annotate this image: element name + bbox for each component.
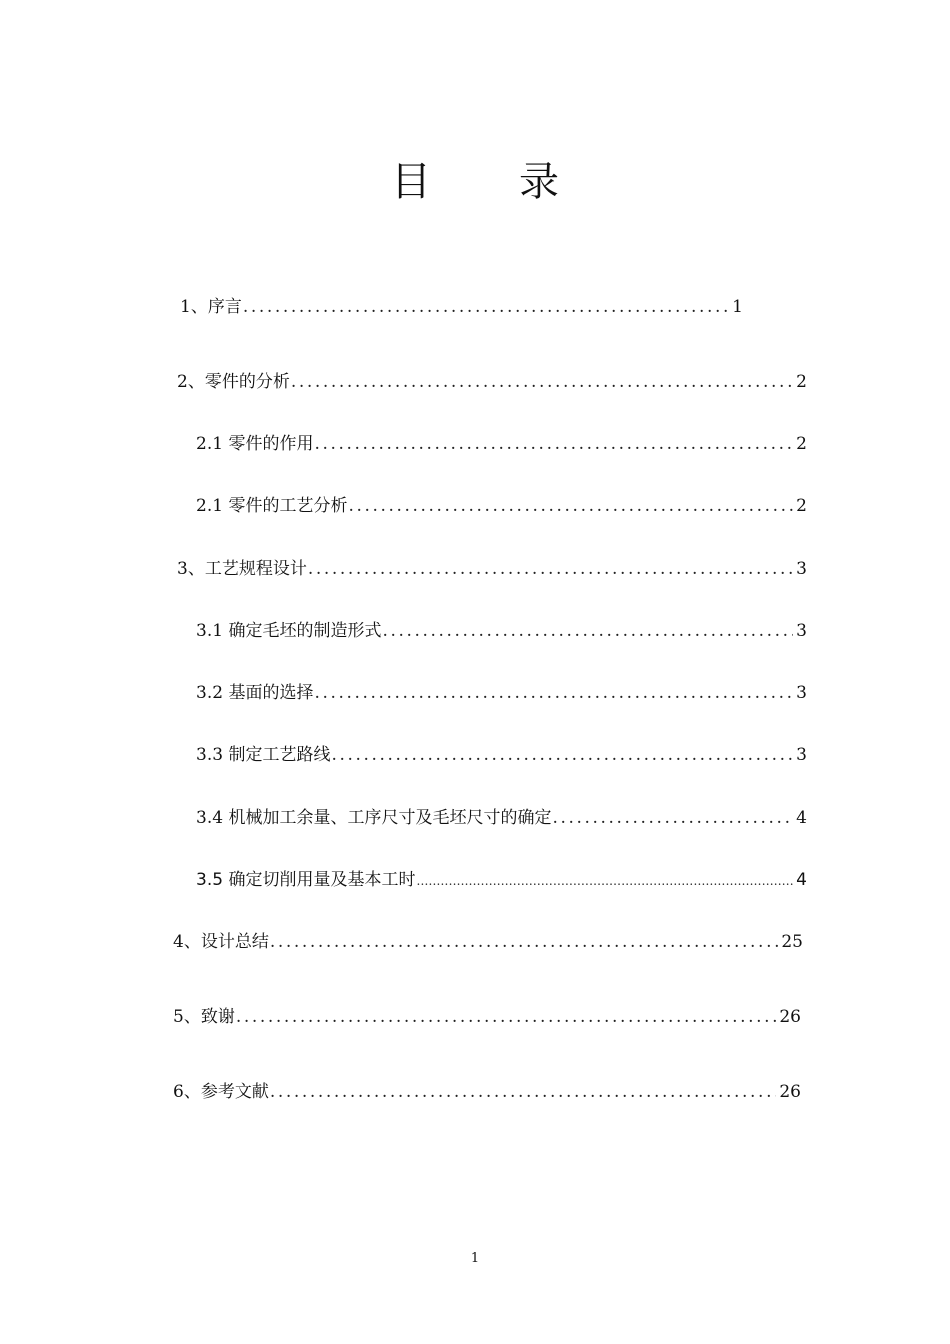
toc-entry-2-1-function[interactable] [196,432,807,456]
toc-entry-references[interactable] [173,1080,801,1104]
toc-entry-label: 4、设计总结 [173,932,269,952]
toc-dot-leader [243,295,729,319]
toc-entry-page: 26 [779,1082,801,1102]
toc-entry-label: 5、致谢 [173,1007,235,1027]
toc-entry-page: 4 [796,808,807,828]
toc-entry-page: 26 [779,1007,801,1027]
toc-dot-leader [331,743,793,767]
toc-entry-label: 2、零件的分析 [177,372,290,392]
page-title-char-1: 目 [391,159,431,205]
toc-dot-leader [270,930,779,954]
toc-entry-preface[interactable] [180,295,743,319]
toc-entry-label: 1、序言 [180,297,242,317]
toc-entry-page: 3 [796,559,807,579]
toc-entry-3-1[interactable] [196,619,807,643]
toc-entry-label: 3.5 确定切削用量及基本工时 [196,870,416,890]
toc-dot-leader [314,432,793,456]
toc-entry-label: 3、工艺规程设计 [177,559,307,579]
toc-entry-design-summary[interactable] [173,930,803,954]
toc-entry-3-3[interactable] [196,743,807,767]
toc-entry-label: 6、参考文献 [173,1082,269,1102]
toc-entry-page: 4 [796,870,807,890]
toc-dot-leader [308,557,793,581]
toc-dot-leader [270,1080,777,1104]
toc-entry-2-1-process-analysis[interactable] [196,494,807,518]
toc-dot-leader [314,681,793,705]
toc-entry-page: 3 [796,621,807,641]
toc-entry-acknowledgements[interactable] [173,1005,801,1029]
toc-dot-leader [552,806,793,830]
toc-dot-leader [416,869,793,893]
toc-entry-page: 25 [781,932,803,952]
toc-entry-page: 2 [796,434,807,454]
toc-entry-3-2[interactable] [196,681,807,705]
toc-entry-label: 3.2 基面的选择 [196,683,314,703]
toc-entry-3-4[interactable] [196,806,807,830]
toc-entry-page: 1 [732,297,743,317]
toc-entry-label: 2.1 零件的工艺分析 [196,496,348,516]
toc-entry-label: 2.1 零件的作用 [196,434,314,454]
page-title-char-2: 录 [519,159,559,205]
toc-entry-page: 2 [796,372,807,392]
toc-dot-leader [236,1005,777,1029]
toc-dot-leader [291,370,793,394]
toc-dot-leader [348,494,793,518]
toc-entry-3-5[interactable] [196,868,807,893]
toc-entry-label: 3.3 制定工艺路线 [196,745,331,765]
toc-dot-leader [382,619,793,643]
page-number: 1 [470,1251,480,1266]
toc-entry-part-analysis[interactable] [177,370,807,394]
toc-entry-label: 3.1 确定毛坯的制造形式 [196,621,382,641]
toc-entry-page: 3 [796,745,807,765]
toc-entry-page: 2 [796,496,807,516]
toc-entry-page: 3 [796,683,807,703]
toc-entry-process-design[interactable] [177,557,807,581]
toc-entry-label: 3.4 机械加工余量、工序尺寸及毛坯尺寸的确定 [196,808,552,828]
